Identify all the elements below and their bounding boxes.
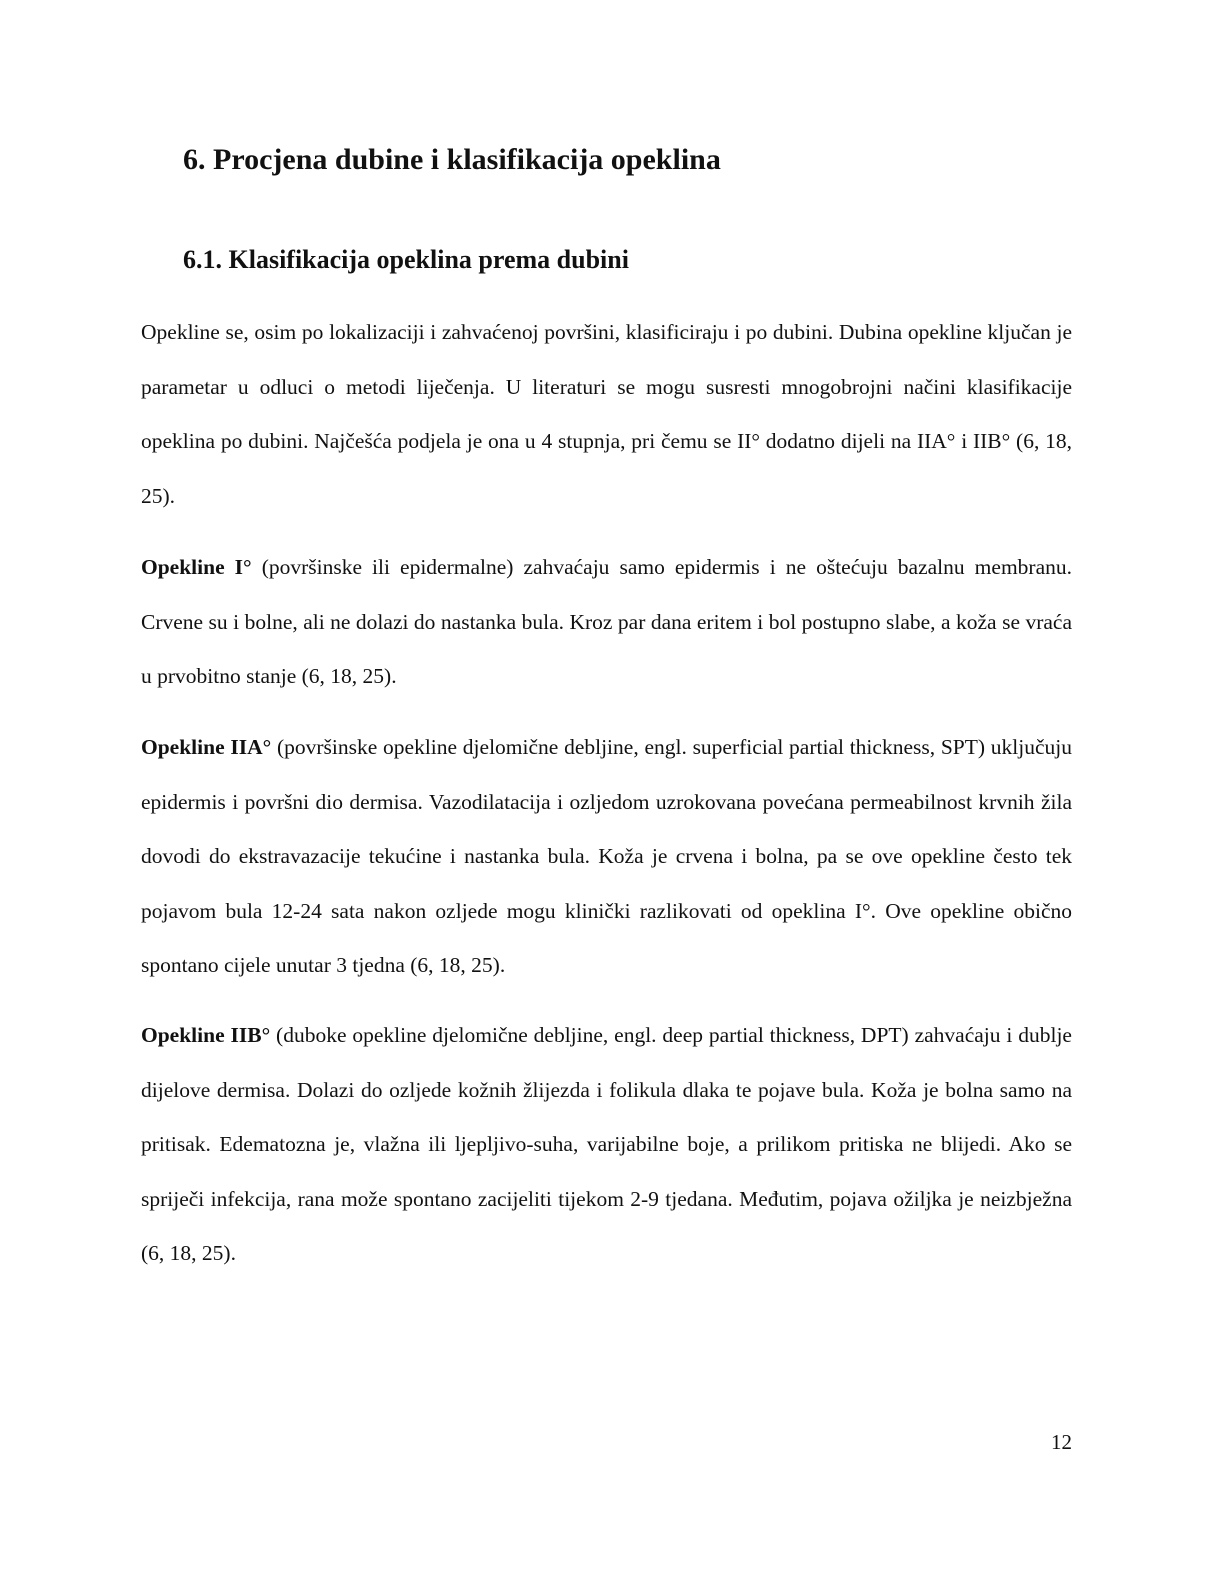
paragraph-degree-2a xyxy=(141,720,1072,993)
paragraph-text: (površinske opekline djelomične debljine, engl. superficial partial thickness, SPT) uključuju epidermis i površni dio dermisa. Vazodilatacija i ozljedom uzrokovana povećana permeabilnost krvnih žila dovodi do ekstravazacije tekućine i nastanka bula. Koža je crvena i bolna, pa se ove opekline često tek pojavom bula 12-24 sata nakon ozljede mogu klinički razlikovati od opeklina I°. Ove opekline obično spontano cijele unutar 3 tjedna (6, 18, 25). xyxy=(141,735,1072,977)
page-number: 12 xyxy=(1051,1430,1072,1454)
paragraph-lead: Opekline IIA° xyxy=(141,735,272,759)
paragraph-text: (površinske ili epidermalne) zahvaćaju samo epidermis i ne oštećuju bazalnu membranu. Crvene su i bolne, ali ne dolazi do nastanka bula. Kroz par dana eritem i bol postupno slabe, a koža se vraća u prvobitno stanje (6, 18, 25). xyxy=(141,555,1072,688)
paragraph-lead: Opekline I° xyxy=(141,555,252,579)
paragraph-degree-1 xyxy=(141,540,1072,704)
paragraph-lead: Opekline IIB° xyxy=(141,1023,271,1047)
paragraph-intro xyxy=(141,305,1072,523)
paragraph-degree-2b xyxy=(141,1008,1072,1281)
section-title: 6.1. Klasifikacija opeklina prema dubini xyxy=(183,245,629,274)
chapter-title: 6. Procjena dubine i klasifikacija opeklina xyxy=(183,143,721,176)
paragraph-text: Opekline se, osim po lokalizaciji i zahvaćenoj površini, klasificiraju i po dubini. Dubina opekline ključan je parametar u odluci o metodi liječenja. U literaturi se mogu susresti mnogobrojni načini klasifikacije opeklina po dubini. Najčešća podjela je ona u 4 stupnja, pri čemu se II° dodatno dijeli na IIA° i IIB° (6, 18, 25). xyxy=(141,320,1072,508)
paragraph-text: (duboke opekline djelomične debljine, engl. deep partial thickness, DPT) zahvaćaju i dublje dijelove dermisa. Dolazi do ozljede kožnih žlijezda i folikula dlaka te pojave bula. Koža je bolna samo na pritisak. Edematozna je, vlažna ili ljepljivo-suha, varijabilne boje, a prilikom pritiska ne blijedi. Ako se spriječi infekcija, rana može spontano zacijeliti tijekom 2-9 tjedana. Međutim, pojava ožiljka je neizbježna (6, 18, 25). xyxy=(141,1023,1072,1265)
